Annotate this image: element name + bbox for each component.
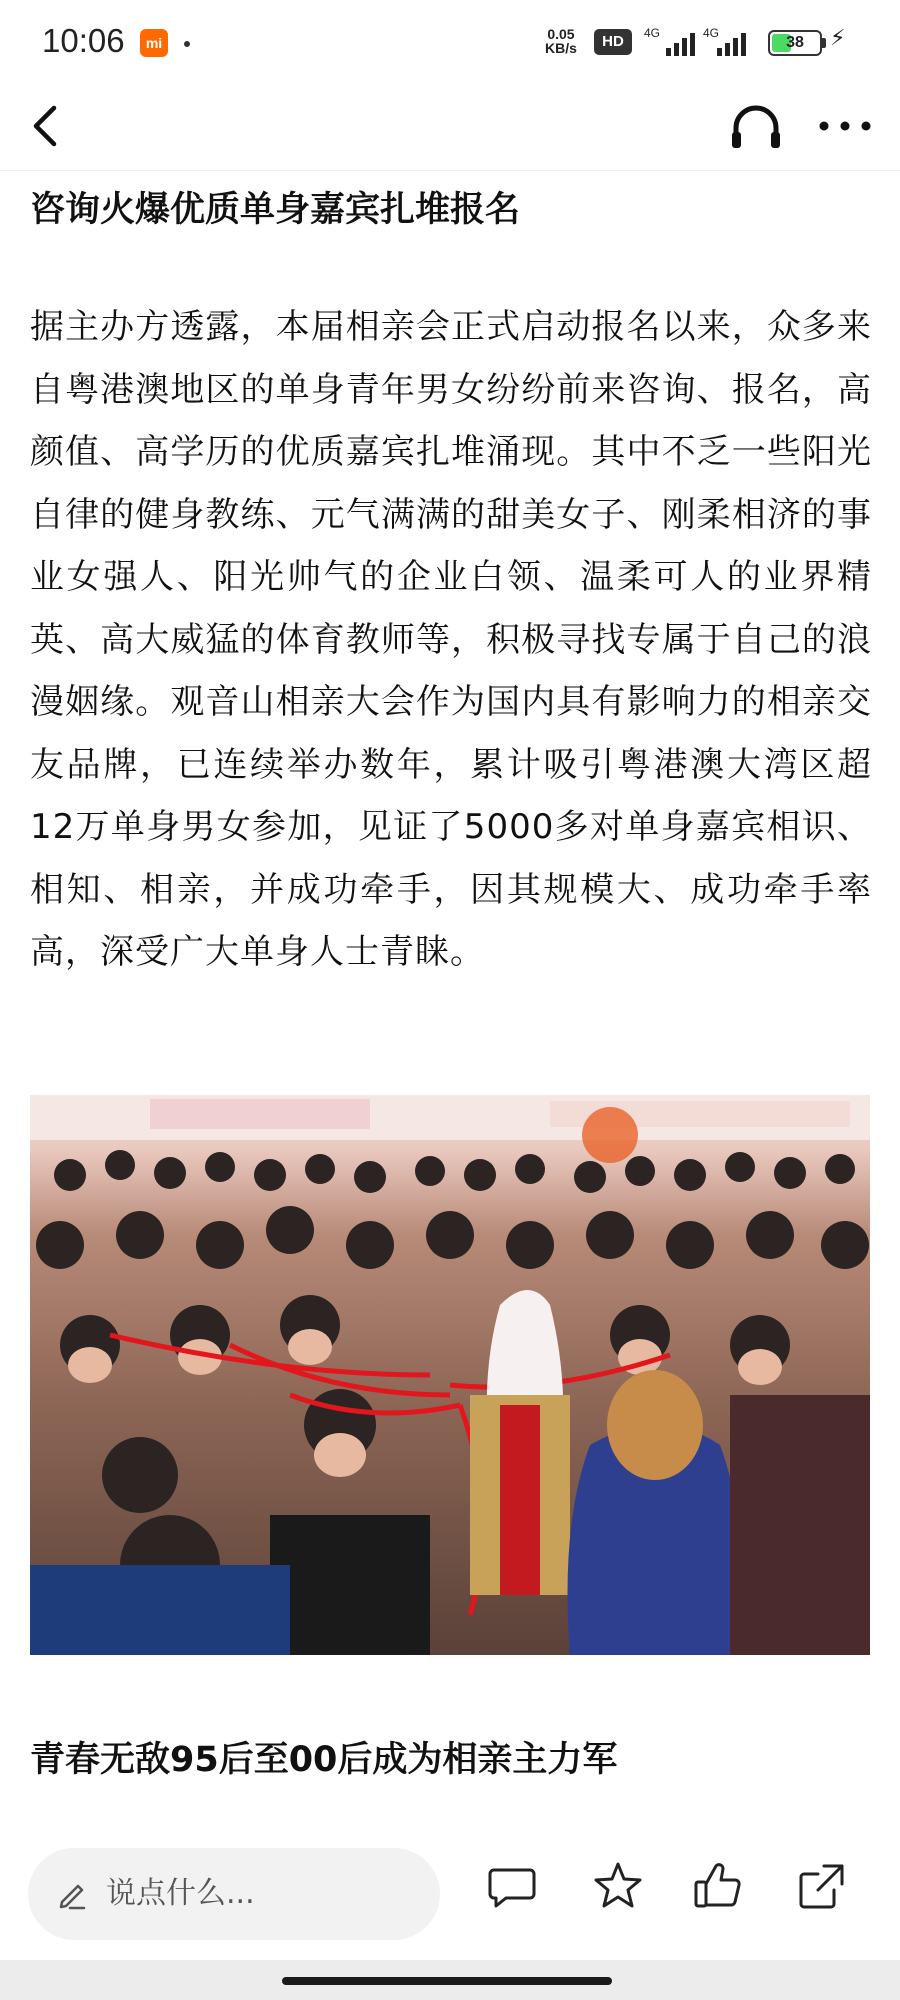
network-type-label: 4G [644,26,661,40]
system-navigation-area [0,1960,900,2000]
listen-button[interactable] [724,96,788,156]
section-heading: 咨询火爆优质单身嘉宾扎堆报名 [30,190,521,230]
cellular-signal-icon [644,26,700,58]
chevron-left-icon [26,96,86,156]
charging-icon: ⚡ [830,26,846,51]
favorite-button[interactable] [590,1858,646,1914]
status-bar [0,0,900,80]
photo-crowd-illustration [30,1095,870,1655]
bottom-action-bar [0,1830,900,1960]
network-type-label: 4G [703,26,720,40]
article-photo[interactable] [30,1095,870,1655]
battery-icon [768,30,822,56]
top-navigation [0,82,900,171]
network-speed [545,27,577,55]
section-heading: 青春无敌95后至00后成为相亲主力军 [30,1740,618,1780]
battery-tip [822,38,826,48]
thumbs-up-icon [690,1858,746,1914]
share-arrow-icon [794,1858,850,1914]
share-button[interactable] [794,1858,850,1914]
pencil-icon [54,1876,90,1912]
article-paragraph: 据主办方透露，本届相亲会正式启动报名以来，众多来自粤港澳地区的单身青年男女纷纷前来咨询、报名，高颜值、高学历的优质嘉宾扎堆涌现。其中不乏一些阳光自律的健身教练、元气满满的甜美女子、刚柔相济的事业女强人、阳光帅气的企业白领、温柔可人的业界精英、高大威猛的体育教师等，积极寻找专属于自己的浪漫姻缘。观音山相亲大会作为国内具有影响力的相亲交友品牌，已连续举办数年，累计吸引粤港澳大湾区超12万单身男女参加，见证了5000多对单身嘉宾相识、相知、相亲，并成功牵手，因其规模大、成功牵手率高，深受广大单身人士青睐。 [30,307,872,972]
comment-input[interactable] [28,1848,440,1940]
star-icon [590,1858,646,1914]
network-speed-unit: KB/s [545,40,577,56]
battery-level: 38 [786,34,804,51]
network-speed-value: 0.05 [547,26,575,42]
hd-voice-icon: HD [594,29,632,55]
back-button[interactable] [26,96,86,156]
comment-button[interactable] [484,1858,540,1914]
more-dots-icon [810,96,880,156]
comment-bubble-icon [484,1858,540,1914]
cellular-signal-icon [703,26,759,58]
notification-dot-icon [184,41,190,47]
more-options-button[interactable] [810,96,880,156]
like-button[interactable] [690,1858,746,1914]
home-indicator[interactable] [282,1977,612,1985]
status-time: 10:06 [42,22,125,59]
mi-app-icon: mi [140,29,168,57]
headphones-icon [724,96,788,156]
comment-placeholder: 说点什么... [106,1876,255,1911]
